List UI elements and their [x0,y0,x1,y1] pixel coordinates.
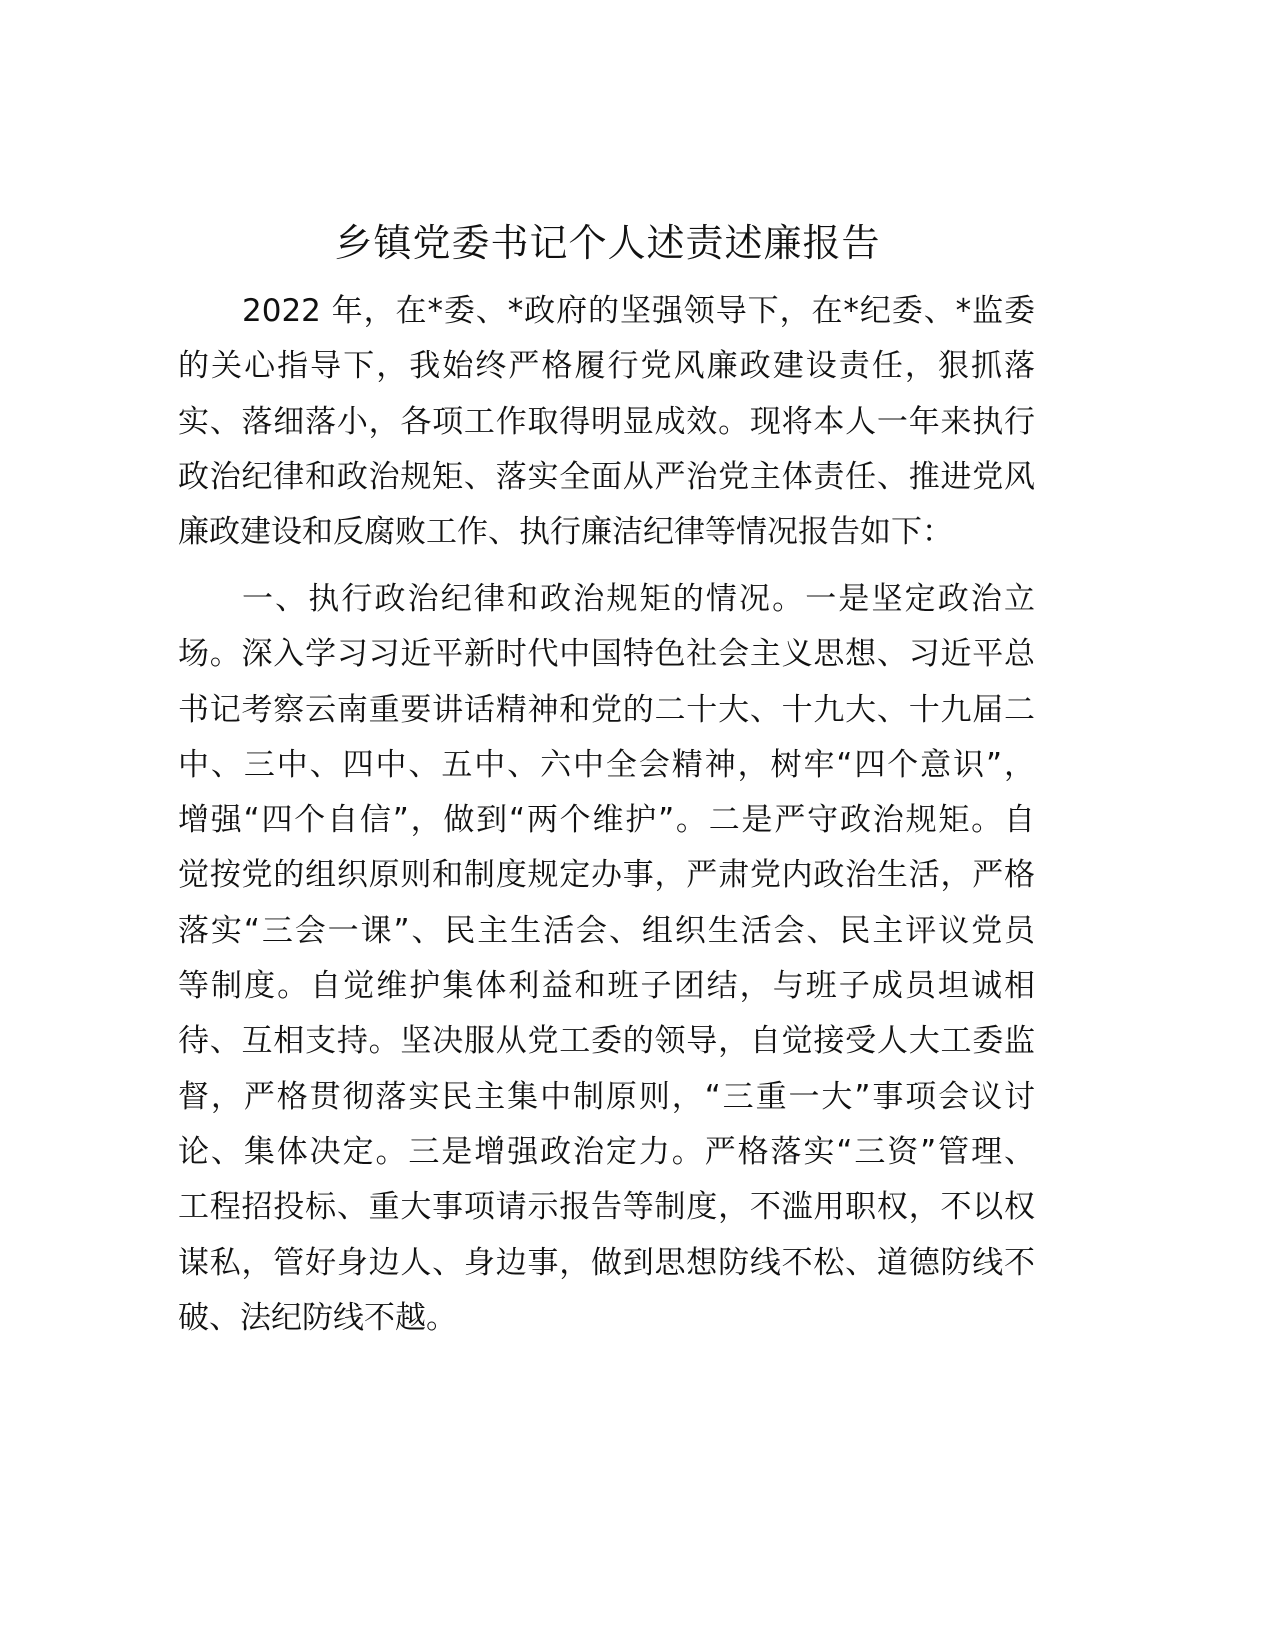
paragraph-line: 破、法纪防线不越。 [178,1299,457,1336]
document-title: 乡镇党委书记个人述责述廉报告 [334,221,881,265]
paragraph-line: 待、互相支持。坚决服从党工委的领导，自觉接受人大工委监 [178,1023,1035,1060]
section-one-paragraph [178,572,1035,1346]
paragraph-line: 落实“三会一课”、民主生活会、组织生活会、民主评议党员 [178,912,1035,949]
paragraph-line: 书记考察云南重要讲话精神和党的二十大、十九大、十九届二 [178,691,1035,728]
paragraph-line: 中、三中、四中、五中、六中全会精神，树牢“四个意识”， [178,746,1035,783]
paragraph-line: 的关心指导下，我始终严格履行党风廉政建设责任，狠抓落 [178,348,1035,385]
intro-paragraph [178,284,1035,560]
paragraph-line: 工程招投标、重大事项请示报告等制度，不滥用职权，不以权 [178,1189,1035,1226]
paragraph-line: 督，严格贯彻落实民主集中制原则，“三重一大”事项会议讨 [178,1078,1035,1115]
paragraph-line: 场。深入学习习近平新时代中国特色社会主义思想、习近平总 [178,636,1035,673]
paragraph-line: 政治纪律和政治规矩、落实全面从严治党主体责任、推进党风 [178,458,1035,495]
paragraph-line: 2022 年，在*委、*政府的坚强领导下，在*纪委、*监委 [242,293,1035,329]
paragraph-line: 实、落细落小，各项工作取得明显成效。现将本人一年来执行 [178,403,1035,440]
paragraph-line: 增强“四个自信”，做到“两个维护”。二是严守政治规矩。自 [178,802,1035,839]
paragraph-line: 谋私，管好身边人、身边事，做到思想防线不松、道德防线不 [178,1244,1035,1281]
paragraph-line: 论、集体决定。三是增强政治定力。严格落实“三资”管理、 [178,1133,1035,1170]
paragraph-line: 一、执行政治纪律和政治规矩的情况。一是坚定政治立 [242,581,1035,617]
paragraph-line: 觉按党的组织原则和制度规定办事，严肃党内政治生活，严格 [178,857,1035,894]
paragraph-line: 等制度。自觉维护集体利益和班子团结，与班子成员坦诚相 [178,968,1035,1005]
paragraph-line: 廉政建设和反腐败工作、执行廉洁纪律等情况报告如下： [178,514,953,551]
